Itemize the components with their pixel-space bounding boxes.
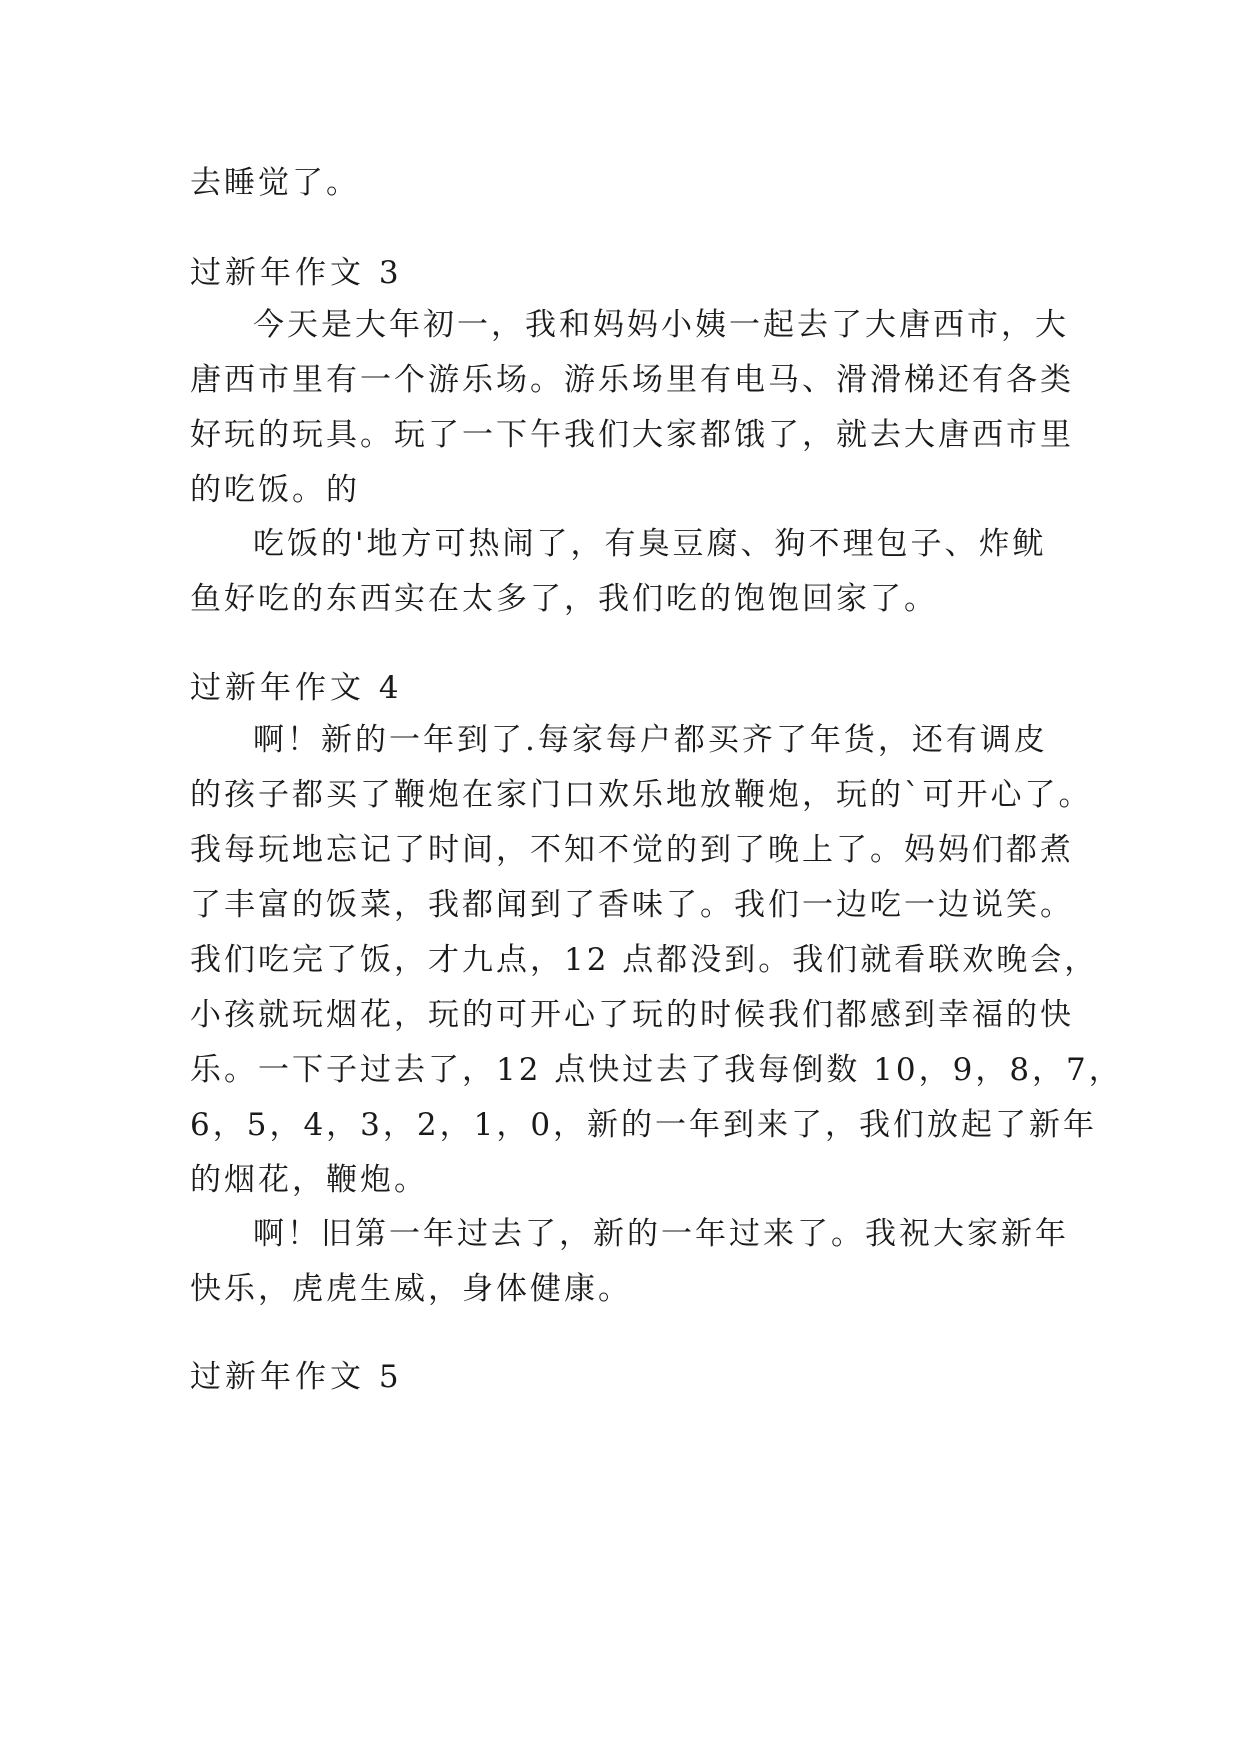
essay-3-heading: 过新年作文 3 [190,255,403,291]
essay-4-heading: 过新年作文 4 [190,670,403,706]
essay-4-p2-line-1: 啊！旧第一年过去了，新的一年过来了。我祝大家新年 [253,1216,1069,1252]
essay-4-p1-line-8: 6，5，4，3，2，1，0，新的一年到来了，我们放起了新年 [190,1107,1098,1143]
essay-3-p1-line-3: 好玩的玩具。玩了一下午我们大家都饿了，就去大唐西市里 [190,417,1074,453]
essay-4-p1-line-5: 我们吃完了饭，才九点，12 点都没到。我们就看联欢晚会， [190,942,1099,978]
essay-4-p1-line-3: 我每玩地忘记了时间，不知不觉的到了晚上了。妈妈们都煮 [190,832,1074,868]
essay-4-p1-line-4: 了丰富的饭菜，我都闻到了香味了。我们一边吃一边说笑。 [190,887,1074,923]
essay-4-p1-line-1: 啊！新的一年到了.每家每户都买齐了年货，还有调皮 [253,722,1048,758]
essay-4-p1-line-9: 的烟花，鞭炮。 [190,1162,428,1198]
essay-4-p2-line-2: 快乐，虎虎生威，身体健康。 [190,1271,632,1307]
essay-4-p1-line-6: 小孩就玩烟花，玩的可开心了玩的时候我们都感到幸福的快 [190,997,1074,1033]
essay-3-p1-line-4: 的吃饭。的 [190,472,360,508]
essay-4-p1-line-2: 的孩子都买了鞭炮在家门口欢乐地放鞭炮，玩的`可开心了。 [190,777,1093,813]
essay-3-p1-line-2: 唐西市里有一个游乐场。游乐场里有电马、滑滑梯还有各类 [190,362,1074,398]
essay-4-p1-line-7: 乐。一下子过去了，12 点快过去了我每倒数 10，9，8，7， [190,1052,1123,1088]
essay-5-heading: 过新年作文 5 [190,1359,403,1395]
essay-3-p2-line-1: 吃饭的'地方可热闹了，有臭豆腐、狗不理包子、炸鱿 [253,526,1047,562]
essay-3-p2-line-2: 鱼好吃的东西实在太多了，我们吃的饱饱回家了。 [190,581,938,617]
essay-3-p1-line-1: 今天是大年初一，我和妈妈小姨一起去了大唐西市，大 [253,307,1069,343]
fragment-line: 去睡觉了。 [190,165,360,201]
